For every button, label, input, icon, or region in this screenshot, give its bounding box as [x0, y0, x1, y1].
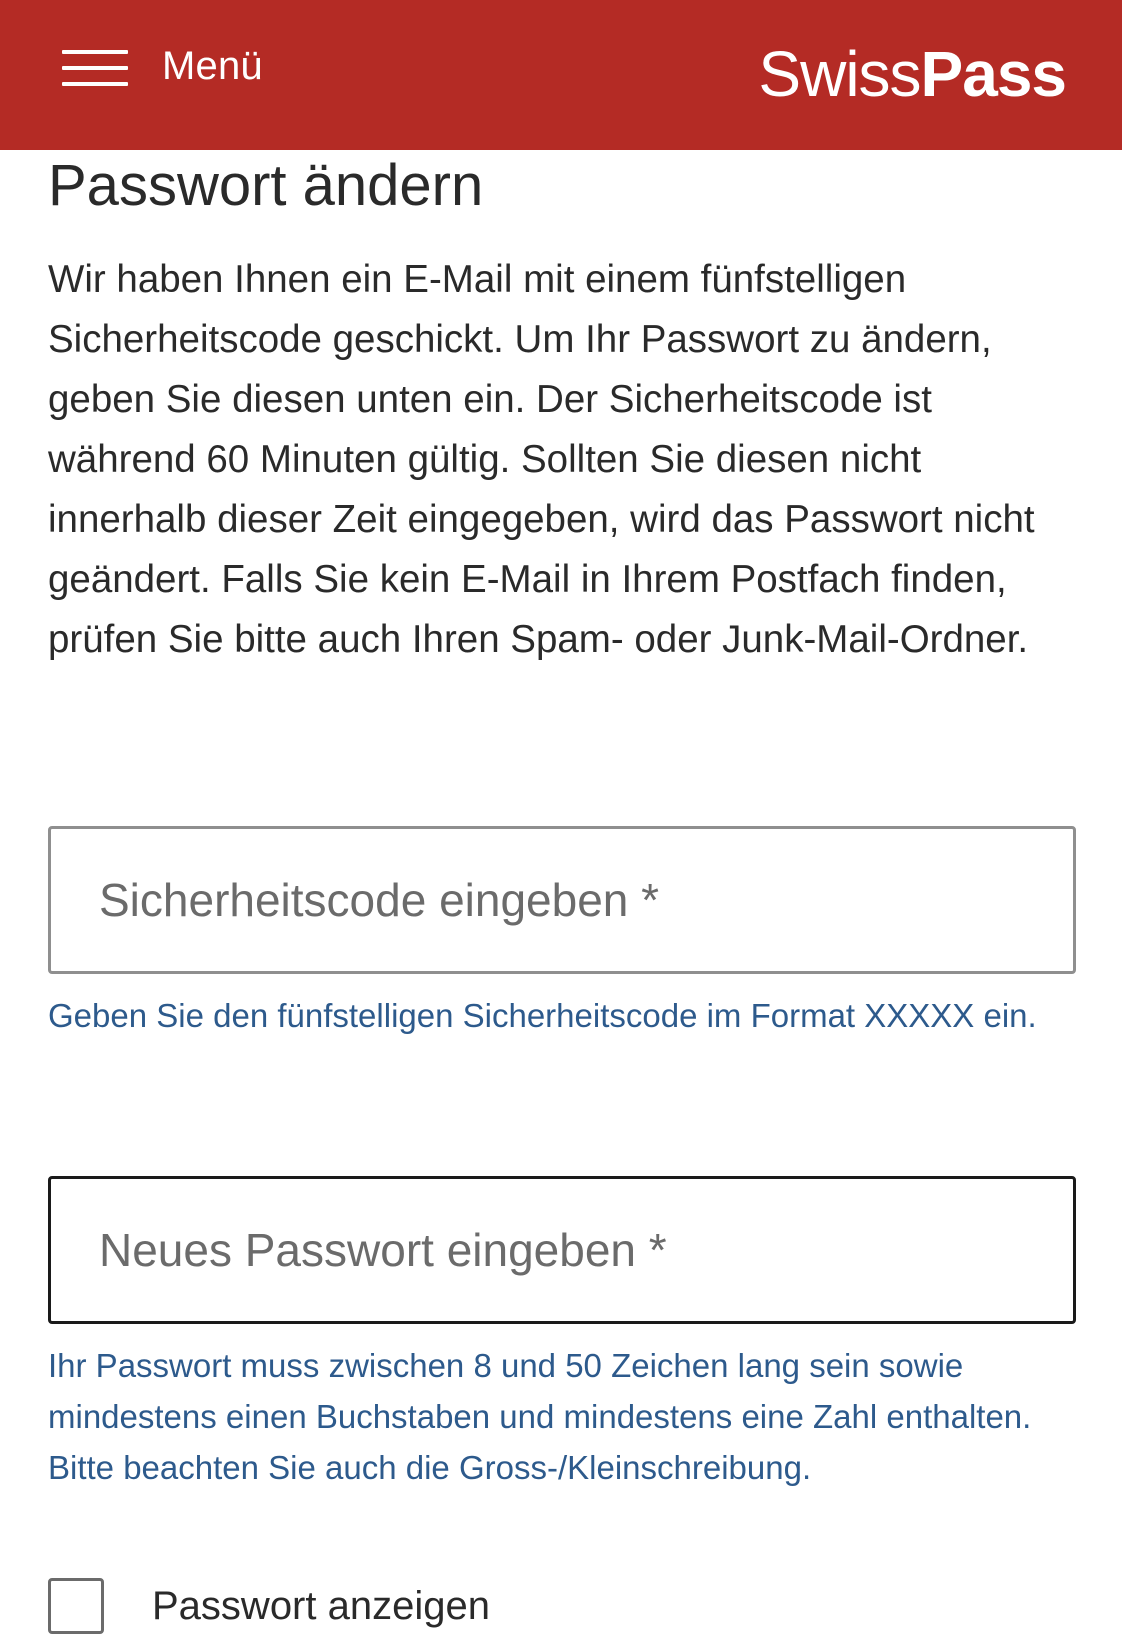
new-password-input[interactable] — [51, 1179, 1073, 1321]
security-code-hint: Geben Sie den fünfstelligen Sicherheitscode im Format XXXXX ein. — [48, 997, 1037, 1034]
swisspass-logo[interactable] — [758, 38, 1066, 110]
show-password-checkbox[interactable] — [48, 1578, 104, 1634]
menu-button[interactable] — [62, 38, 263, 94]
hamburger-icon — [62, 46, 128, 86]
menu-label: Menü — [162, 43, 263, 88]
page-title: Passwort ändern — [48, 153, 484, 218]
security-code-field — [48, 826, 1076, 974]
logo-text-bold: Pass — [920, 38, 1066, 110]
show-password-label[interactable]: Passwort anzeigen — [152, 1583, 490, 1628]
logo-text-regular: Swiss — [758, 38, 921, 110]
intro-text: Wir haben Ihnen ein E-Mail mit einem fünfstelligen Sicherheitscode geschickt. Um Ihr Passwort zu ändern, geben Sie diesen unten ein. Der Sicherheitscode ist während 60 Minuten gültig. Sollten Sie diesen nicht innerhalb dieser Zeit eingegeben, wird das Passwort nicht geändert. Falls Sie kein E-Mail in Ihrem Postfach finden, prüfen Sie bitte auch Ihren Spam- oder Junk-Mail-Ordner. — [48, 258, 1035, 661]
security-code-input[interactable] — [51, 829, 1073, 971]
new-password-hint: Ihr Passwort muss zwischen 8 und 50 Zeichen lang sein sowie mindestens einen Buchstaben und mindestens eine Zahl enthalten. Bitte beachten Sie auch die Gross-/Kleinschreibung. — [48, 1347, 1032, 1486]
show-password-toggle[interactable] — [48, 1578, 490, 1634]
new-password-field — [48, 1176, 1076, 1324]
app-header — [0, 0, 1122, 150]
